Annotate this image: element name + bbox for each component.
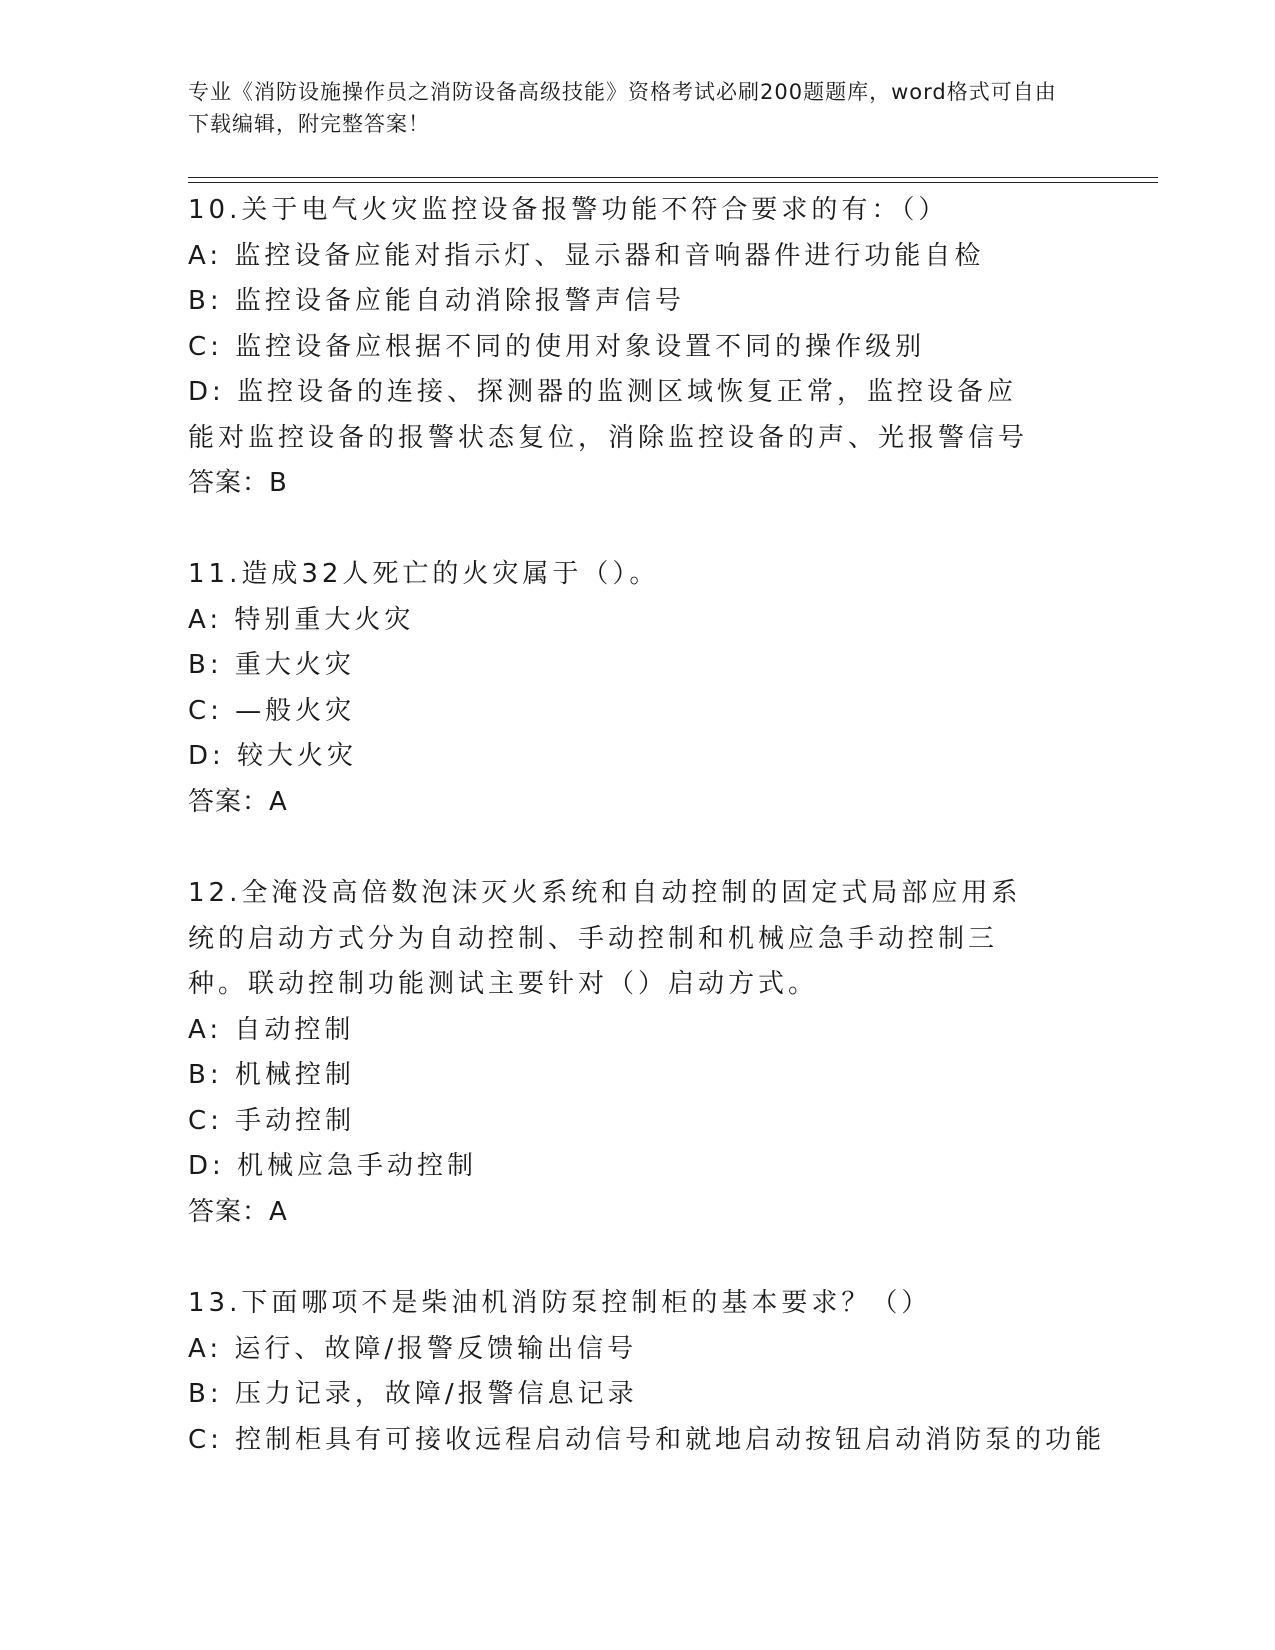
option-d: D: 监控设备的连接、探测器的监测区域恢复正常，监控设备应能对监控设备的报警状态复位，消除监控设备的声、光报警信号	[188, 377, 1029, 453]
answer: 答案：A	[188, 786, 288, 817]
answer: 答案：A	[188, 1196, 288, 1227]
option-a: A: 运行、故障/报警反馈输出信号	[188, 1333, 638, 1364]
option-d: D: 机械应急手动控制	[188, 1151, 478, 1181]
question-stem: 12.全淹没高倍数泡沫灭火系统和自动控制的固定式局部应用系统的启动方式分为自动控制、手动控制和机械应急手动控制三种。联动控制功能测试主要针对（）启动方式。	[188, 878, 1022, 999]
option-a: A: 自动控制	[188, 1014, 355, 1045]
question-13	[188, 1281, 1106, 1463]
answer: 答案：B	[188, 468, 288, 498]
question-11	[188, 552, 1088, 825]
option-b: B: 监控设备应能自动消除报警声信号	[188, 286, 685, 316]
question-12	[188, 871, 1088, 1235]
document-header: 专业《消防设施操作员之消防设备高级技能》资格考试必刷200题题库，word格式可自由下载编辑，附完整答案！	[188, 80, 1057, 136]
option-b: B: 机械控制	[188, 1060, 355, 1090]
question-stem: 11.造成32人死亡的火灾属于（）。	[188, 559, 660, 589]
question-stem: 10.关于电气火灾监控设备报警功能不符合要求的有：（）	[188, 195, 949, 225]
option-b: B: 压力记录，故障/报警信息记录	[188, 1379, 638, 1409]
option-c: C: 监控设备应根据不同的使用对象设置不同的操作级别	[188, 331, 926, 362]
option-c: C: 手动控制	[188, 1105, 356, 1136]
option-c: C: 控制柜具有可接收远程启动信号和就地启动按钮启动消防泵的功能	[188, 1424, 1106, 1455]
header-divider-top	[188, 177, 1158, 178]
option-c: C: —般火灾	[188, 695, 356, 726]
header-divider-bottom	[188, 182, 1158, 183]
option-a: A: 特别重大火灾	[188, 604, 415, 635]
option-a: A: 监控设备应能对指示灯、显示器和音响器件进行功能自检	[188, 240, 985, 271]
option-d: D: 较大火灾	[188, 741, 358, 771]
question-10	[188, 188, 1088, 507]
question-stem: 13.下面哪项不是柴油机消防泵控制柜的基本要求？（）	[188, 1288, 932, 1318]
option-b: B: 重大火灾	[188, 650, 355, 680]
